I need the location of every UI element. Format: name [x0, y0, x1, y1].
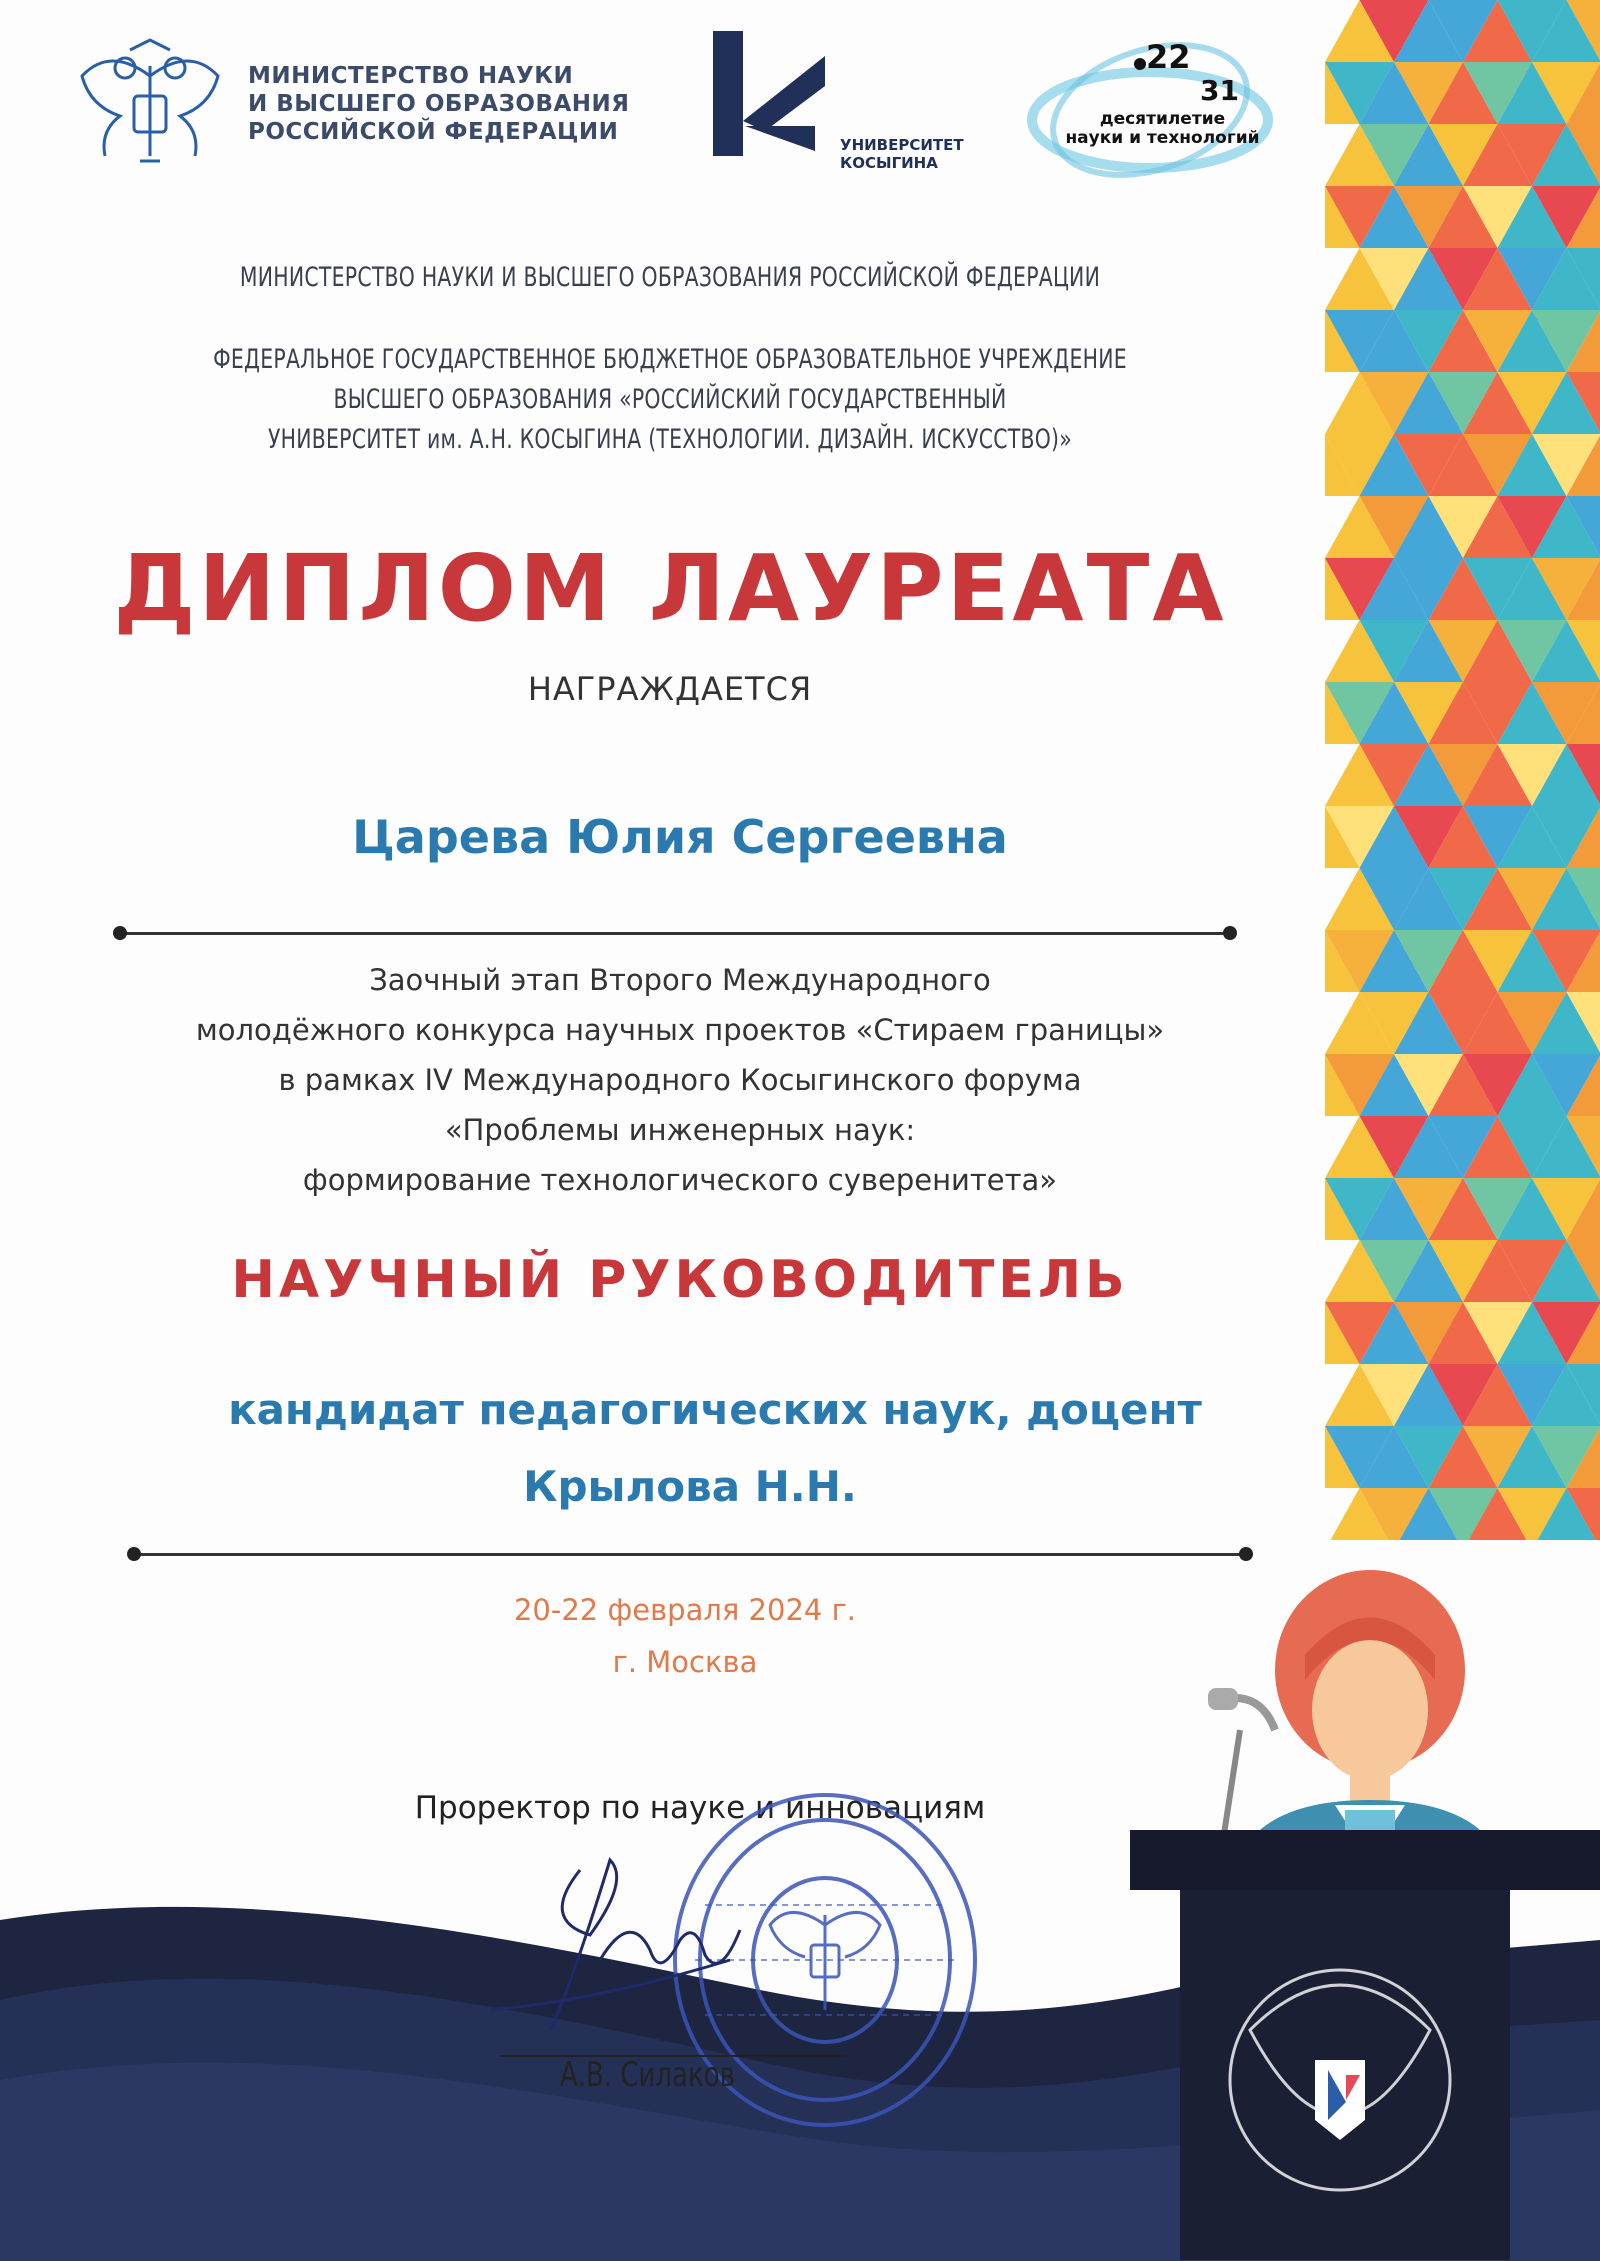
- supervisor-name: Крылова Н.Н.: [523, 1462, 857, 1511]
- decade-line: десятилетие: [1099, 109, 1226, 129]
- signer-position: Проректор по науке и инновациям: [414, 1790, 986, 1826]
- university-logo-text: [840, 136, 964, 172]
- event-city: г. Москва: [612, 1645, 758, 1679]
- ministry-heading: МИНИСТЕРСТВО НАУКИ И ВЫСШЕГО ОБРАЗОВАНИЯ РОССИЙСКОЙ ФЕДЕРАЦИИ: [239, 262, 1101, 293]
- divider-dot: [113, 926, 127, 940]
- institution-line: ФЕДЕРАЛЬНОЕ ГОСУДАРСТВЕННОЕ БЮДЖЕТНОЕ ОБРАЗОВАТЕЛЬНОЕ УЧРЕЖДЕНИЕ: [213, 344, 1127, 375]
- double-headed-eagle-emblem-icon: [70, 36, 230, 176]
- university-logo: [705, 26, 975, 191]
- triangle-pattern-strip: [1325, 0, 1600, 1540]
- handwritten-signature: [480, 1840, 840, 2050]
- recipient-name: Царева Юлия Сергеевна: [352, 810, 1008, 864]
- decade-science-logo: [1020, 30, 1280, 200]
- divider-dot: [1223, 926, 1237, 940]
- university-line: УНИВЕРСИТЕТ: [840, 136, 964, 154]
- divider-dot: [127, 1547, 141, 1561]
- ministry-line: МИНИСТЕРСТВО НАУКИ: [248, 63, 574, 89]
- awarded-label: НАГРАЖДАЕТСЯ: [527, 670, 813, 708]
- speaker-podium-illustration: [1110, 1560, 1600, 2260]
- contest-line: Заочный этап Второго Международного: [369, 963, 991, 997]
- institution-heading: [191, 340, 1149, 460]
- institution-line: УНИВЕРСИТЕТ им. А.Н. КОСЫГИНА (ТЕХНОЛОГИИ. ДИЗАЙН. ИСКУССТВО)»: [267, 424, 1073, 455]
- signer-name: А.В. Силаков: [560, 2055, 735, 2095]
- decade-number-start: 22: [1146, 38, 1191, 76]
- contest-line: в рамках IV Международного Косыгинского форума: [278, 1063, 1082, 1097]
- role-title: НАУЧНЫЙ РУКОВОДИТЕЛЬ: [231, 1250, 1129, 1310]
- event-date: 20-22 февраля 2024 г.: [513, 1593, 857, 1627]
- decade-logo-text: [1040, 110, 1285, 148]
- academic-degree: кандидат педагогических наук, доцент: [228, 1385, 1202, 1434]
- divider-line-top: [120, 932, 1230, 935]
- contest-line: молодёжного конкурса научных проектов «Стираем границы»: [195, 1013, 1165, 1047]
- contest-line: «Проблемы инженерных наук:: [444, 1113, 916, 1147]
- divider-dot: [1239, 1547, 1253, 1561]
- ministry-logo-text: [248, 62, 688, 146]
- ministry-line: РОССИЙСКОЙ ФЕДЕРАЦИИ: [248, 119, 619, 145]
- ministry-logo: [70, 36, 670, 176]
- ministry-line: И ВЫСШЕГО ОБРАЗОВАНИЯ: [248, 91, 630, 117]
- decade-line: науки и технологий: [1065, 128, 1260, 148]
- contest-description: [150, 955, 1210, 1205]
- contest-line: формирование технологического суверенитета»: [302, 1163, 1058, 1197]
- decade-number-end: 31: [1200, 74, 1239, 107]
- university-line: КОСЫГИНА: [840, 154, 938, 172]
- institution-line: ВЫСШЕГО ОБРАЗОВАНИЯ «РОССИЙСКИЙ ГОСУДАРСТВЕННЫЙ: [333, 384, 1007, 415]
- diploma-title: ДИПЛОМ ЛАУРЕАТА: [113, 535, 1227, 642]
- divider-line-bottom: [134, 1553, 1246, 1556]
- university-k-mark-icon: [705, 26, 835, 161]
